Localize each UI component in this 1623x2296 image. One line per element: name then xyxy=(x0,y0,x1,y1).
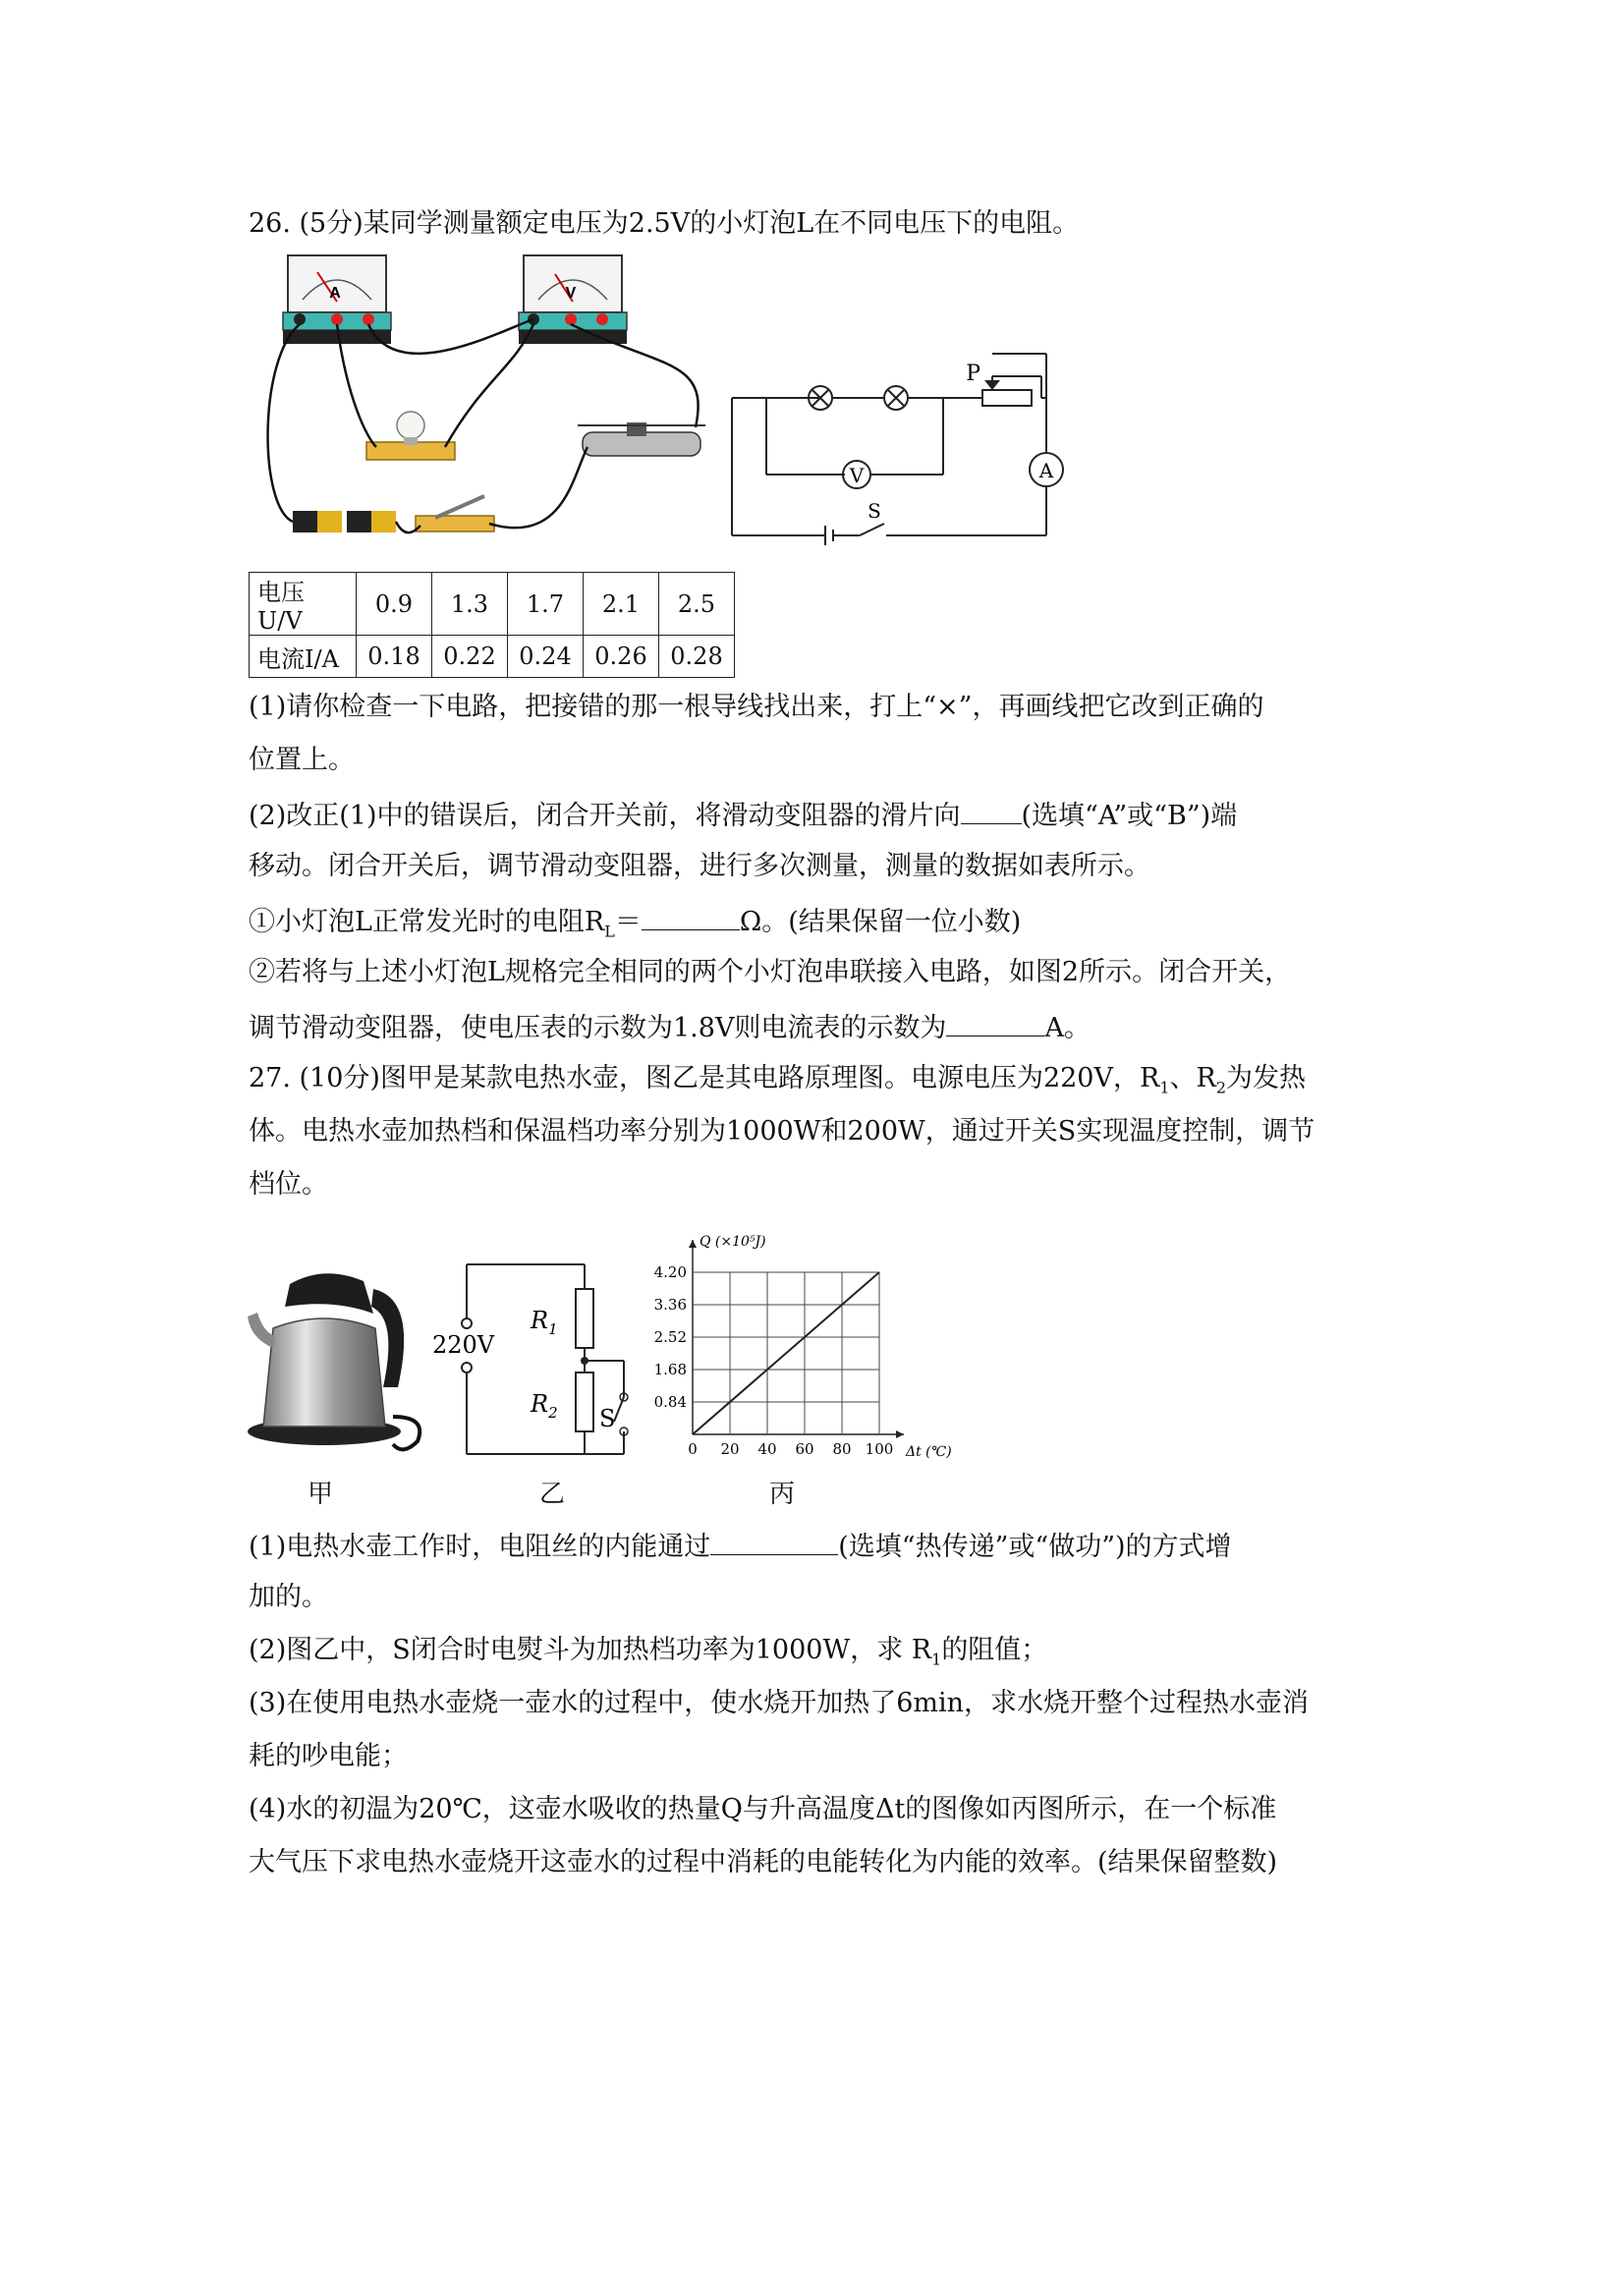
apparatus-illustration xyxy=(249,251,730,545)
q26-part4-line2 xyxy=(249,1006,1091,1048)
q27-sub1-text-b: (选填“热传递”或“做功”)的方式增 xyxy=(838,1532,1232,1562)
q26-part4-text-b: A。 xyxy=(1044,1013,1091,1043)
table-header-voltage: 电压U/V xyxy=(250,573,357,636)
switch-s-label: S xyxy=(599,1405,616,1432)
voltmeter-symbol: V xyxy=(849,464,865,487)
answer-blank[interactable] xyxy=(946,1006,1044,1036)
q26-title: 26. (5分)某同学测量额定电压为2.5V的小灯泡L在不同电压下的电阻。 xyxy=(249,208,1080,239)
q26-part3-text-c: Ω。(结果保留一位小数) xyxy=(739,907,1022,937)
switch-s-label: S xyxy=(867,499,881,523)
q27-line1 xyxy=(249,1059,1306,1107)
table-cell: 0.18 xyxy=(357,636,432,678)
x-axis-label: Δt (℃) xyxy=(906,1444,952,1460)
table-row xyxy=(250,636,735,678)
q27-sub3-line1: (3)在使用电热水壶烧一壶水的过程中，使水烧开加热了6min，求水烧开整个过程热水壶消 xyxy=(249,1688,1310,1718)
q27-sub1-line1 xyxy=(249,1525,1232,1567)
q27-line2: 体。电热水壶加热档和保温档功率分别为1000W和200W，通过开关S实现温度控制，调节 xyxy=(249,1116,1315,1147)
x-tick-label: 60 xyxy=(795,1440,814,1458)
data-table xyxy=(249,572,735,678)
r1-label: $R_1$ xyxy=(531,1307,558,1338)
y-tick-label: 0.84 xyxy=(653,1393,687,1411)
q26-part3-text-b: ＝ xyxy=(614,907,642,937)
table-cell: 0.22 xyxy=(432,636,508,678)
circuit-diagram xyxy=(727,349,1071,545)
caption-yi: 乙 xyxy=(539,1480,566,1509)
x-tick-label: 100 xyxy=(865,1440,894,1458)
answer-blank[interactable] xyxy=(961,794,1022,824)
q27-sub1-text-a: (1)电热水壶工作时，电阻丝的内能通过 xyxy=(249,1532,711,1562)
q26-part2-text-a: (2)改正(1)中的错误后，闭合开关前，将滑动变阻器的滑片向 xyxy=(249,801,961,831)
table-cell: 2.5 xyxy=(659,573,735,636)
subscript: 1 xyxy=(1159,1078,1170,1097)
y-tick-label: 4.20 xyxy=(653,1263,687,1281)
y-tick-label: 3.36 xyxy=(653,1296,687,1314)
caption-bing: 丙 xyxy=(769,1480,796,1509)
heater-circuit-diagram xyxy=(422,1260,639,1466)
voltmeter-label: V xyxy=(565,285,577,302)
rheostat-p-label: P xyxy=(966,362,980,386)
y-tick-label: 2.52 xyxy=(653,1328,687,1346)
q26-part4-text-a: 调节滑动变阻器，使电压表的示数为1.8V则电流表的示数为 xyxy=(249,1013,947,1043)
table-cell: 0.9 xyxy=(357,573,432,636)
series-line xyxy=(693,1272,879,1434)
q26-part2-line2: 移动。闭合开关后，调节滑动变阻器，进行多次测量，测量的数据如表所示。 xyxy=(249,851,1150,881)
table-cell: 0.26 xyxy=(584,636,659,678)
x-axis-arrow xyxy=(896,1430,904,1438)
bulb-icon xyxy=(366,412,455,460)
q27-line3: 档位。 xyxy=(249,1169,328,1200)
voltage-label: 220V xyxy=(432,1331,495,1359)
y-axis-label: Q (×10⁵J) xyxy=(700,1234,766,1250)
x-tick-label: 80 xyxy=(832,1440,852,1458)
r2-label: $R_2$ xyxy=(531,1390,558,1422)
q27-sub4-line2: 大气压下求电热水壶烧开这壶水的过程中消耗的电能转化为内能的效率。(结果保留整数) xyxy=(249,1847,1278,1877)
x-tick-label: 40 xyxy=(757,1440,777,1458)
heat-temperature-chart xyxy=(639,1228,973,1464)
q26-part4-line1: ②若将与上述小灯泡L规格完全相同的两个小灯泡串联接入电路，如图2所示。闭合开关， xyxy=(249,957,1292,987)
subscript: 1 xyxy=(931,1650,942,1669)
q26-part3-text-a: ①小灯泡L正常发光时的电阻R xyxy=(249,907,605,937)
q27-sub2-text-a: (2)图乙中，S闭合时电熨斗为加热档功率为1000W，求 R xyxy=(249,1635,932,1665)
battery-icon xyxy=(293,511,396,532)
q27-sub3-line2: 耗的吵电能； xyxy=(249,1741,408,1771)
q26-part2-text-b: (选填“A”或“B”)端 xyxy=(1021,801,1238,831)
rheostat-icon xyxy=(578,422,705,456)
y-axis-arrow xyxy=(689,1240,697,1248)
ammeter-symbol: A xyxy=(1038,459,1054,482)
table-row xyxy=(250,573,735,636)
q26-part3 xyxy=(249,900,1021,951)
q27-text-a: 27. (10分)图甲是某款电热水壶，图乙是其电路原理图。电源电压为220V，R xyxy=(249,1063,1160,1093)
q27-text-b: 、R xyxy=(1169,1063,1216,1093)
caption-jia: 甲 xyxy=(308,1480,334,1509)
q27-text-c: 为发热 xyxy=(1226,1063,1307,1093)
voltmeter-icon xyxy=(519,255,627,344)
q27-sub4-line1: (4)水的初温为20℃，这壶水吸收的热量Q与升高温度Δt的图像如丙图所示，在一个标准 xyxy=(249,1794,1277,1824)
subscript: 2 xyxy=(1215,1078,1227,1097)
switch-icon xyxy=(416,496,494,532)
ammeter-label: A xyxy=(329,285,341,302)
table-cell: 1.7 xyxy=(508,573,584,636)
table-header-current: 电流I/A xyxy=(250,636,357,678)
q27-sub2 xyxy=(249,1631,1047,1679)
table-cell: 2.1 xyxy=(584,573,659,636)
q26-part1-line2: 位置上。 xyxy=(249,745,355,775)
answer-blank[interactable] xyxy=(710,1525,838,1555)
table-cell: 1.3 xyxy=(432,573,508,636)
x-tick-label: 0 xyxy=(688,1440,698,1458)
x-tick-label: 20 xyxy=(720,1440,740,1458)
subscript: L xyxy=(604,922,615,941)
table-cell: 0.28 xyxy=(659,636,735,678)
q26-part2-line1 xyxy=(249,794,1237,836)
table-cell: 0.24 xyxy=(508,636,584,678)
q26-part1-line1: (1)请你检查一下电路，把接错的那一根导线找出来，打上“×”，再画线把它改到正确的 xyxy=(249,692,1264,722)
q27-sub1-line2: 加的。 xyxy=(249,1582,328,1612)
q27-sub2-text-b: 的阻值； xyxy=(941,1635,1048,1665)
answer-blank[interactable] xyxy=(642,900,740,930)
kettle-photo xyxy=(246,1260,432,1456)
y-tick-label: 1.68 xyxy=(653,1361,687,1378)
